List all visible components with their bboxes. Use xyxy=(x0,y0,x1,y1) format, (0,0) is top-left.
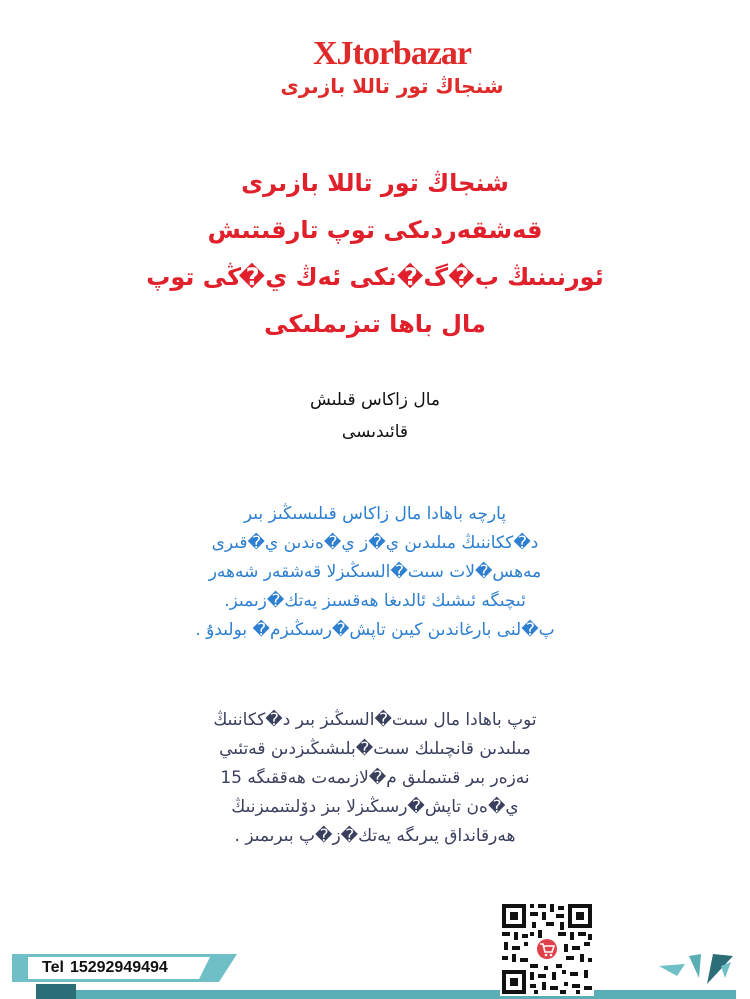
paragraph-line: نەزەر بىر قىتىملىق م�لازىمەت ھەققىگە 15 xyxy=(220,768,530,788)
paragraph-line: مىلىدىن قانچىلىك سىت�بلىشىڭىزدىن قەتئىي xyxy=(219,739,531,759)
phone-label: Tel xyxy=(42,959,64,976)
footer-bar-accent xyxy=(36,984,76,999)
paragraph-line: پ�لنى بارغاندىن كيىن تاپش�رسىڭىزم� بولىدۇ . xyxy=(195,620,555,640)
paragraph-line: مەھس�لات سىت�السىڭىزلا قەشقەر شەھەر xyxy=(208,562,542,582)
section-heading-line-1: مال زاكاس قىلىش xyxy=(309,390,441,410)
paragraph-line: ي�ەن تاپش�رسىڭىزلا بىز دۆلىتىمىزنىڭ xyxy=(231,797,519,817)
logo-uyghur-text: شنجاڭ تور تاللا بازىرى xyxy=(280,74,504,98)
paragraph-line: ئىچىگە ئىشىك ئالدىغا ھەقسىز يەتك�زىمىز. xyxy=(224,591,526,611)
wholesale-order-paragraph xyxy=(110,706,640,851)
title-line-1: شنجاڭ تور تاللا بازىرى xyxy=(241,169,509,197)
retail-order-paragraph xyxy=(110,500,640,645)
title-line-3: ئورنىنىڭ ب�گ�نكى ئەڭ ي�ڭى توپ xyxy=(146,263,604,291)
decorative-triangles xyxy=(655,952,735,996)
title-line-2: قەشقەردىكى توپ تارقىتىش xyxy=(207,216,543,244)
footer-bar xyxy=(36,990,736,999)
paragraph-line: توپ باھادا مال سىت�السىڭىز بىر د�ككاننىڭ xyxy=(213,710,537,730)
phone-number-value: 15292949494 xyxy=(69,959,168,976)
title-line-4: مال باھا تىزىملىكى xyxy=(264,310,486,338)
section-heading xyxy=(200,384,550,448)
paragraph-line: ھەرقانداق يىرىگە يەتك�ز�پ بىرىمىز . xyxy=(234,826,516,846)
page-title xyxy=(100,160,650,348)
paragraph-line: پارچە باھادا مال زاكاس قىلىسىڭىز بىر xyxy=(243,504,507,524)
qr-code-icon[interactable] xyxy=(500,902,594,996)
paragraph-line: د�ككاننىڭ مىلىدىن ي�ز ي�ەندىن ي�قىرى xyxy=(211,533,539,553)
brand-logo xyxy=(262,36,522,106)
section-heading-line-2: قائىدىسى xyxy=(341,422,409,442)
logo-latin-text: XJtorbazar xyxy=(312,35,472,72)
phone-number[interactable] xyxy=(42,957,168,979)
